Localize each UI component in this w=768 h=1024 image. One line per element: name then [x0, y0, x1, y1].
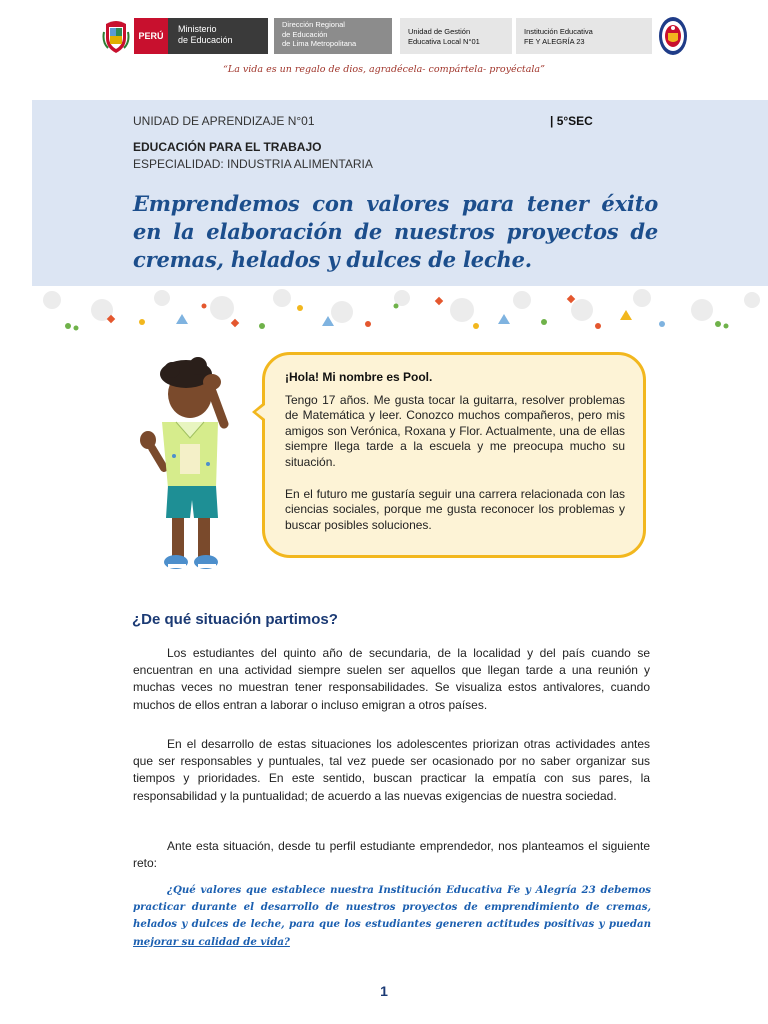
speech-bubble-tail-fill	[256, 405, 265, 419]
grade-label: | 5°SEC	[550, 114, 593, 128]
bubble-paragraph-1: Tengo 17 años. Me gusta tocar la guitarra, resolver problemas de Matemática y leer. Conozco muchos compañeros, pero mis amigos son Verónica, Roxana y Flor. Actualmente, una de ellas siempre llega tarde a la escuela y me preocupa mucho su situación.	[285, 393, 625, 469]
unit-name: UNIDAD DE APRENDIZAJE N°01	[133, 114, 315, 128]
ugel-label	[400, 18, 512, 54]
specialty-name: ESPECIALIDAD: INDUSTRIA ALIMENTARIA	[133, 157, 373, 171]
ministry-line-2: de Educación	[178, 35, 233, 45]
ministry-label	[168, 18, 268, 54]
dre-line-1: Dirección Regional	[282, 20, 345, 29]
area-name: EDUCACIÓN PARA EL TRABAJO	[133, 140, 322, 154]
school-label	[516, 18, 652, 54]
challenge-question-underlined: mejorar su calidad de vida?	[133, 935, 290, 948]
ministry-line-1: Ministerio	[178, 24, 217, 34]
school-line-2: FE Y ALEGRÍA 23	[524, 36, 585, 46]
dre-label	[274, 18, 392, 54]
section-heading: ¿De qué situación partimos?	[132, 611, 338, 628]
dre-line-3: de Lima Metropolitana	[282, 39, 357, 48]
ugel-line-1: Unidad de Gestión	[408, 27, 471, 36]
bubble-heading: ¡Hola! Mi nombre es Pool.	[285, 370, 433, 384]
section-paragraph-3: Ante esta situación, desde tu perfil estudiante emprendedor, nos planteamos el siguiente reto:	[133, 839, 650, 871]
page-number: 1	[380, 983, 388, 999]
school-motto: “La vida es un regalo de dios, agradécela- compártela- proyéctala”	[223, 64, 545, 75]
school-line-1: Institución Educativa	[524, 27, 593, 36]
peru-shield-icon	[102, 18, 130, 54]
header-bar	[96, 14, 690, 62]
challenge-question	[133, 882, 651, 951]
peru-label: PERÚ	[134, 18, 168, 54]
decorative-pattern	[32, 286, 768, 336]
school-logo-icon	[658, 16, 688, 56]
dre-line-2: de Educación	[282, 29, 328, 39]
student-character-illustration	[132, 352, 242, 574]
bubble-paragraph-2: En el futuro me gustaría seguir una carrera relacionada con las ciencias sociales, porque me gusta reconocer los problemas y buscar posibles soluciones.	[285, 487, 625, 532]
section-paragraph-1: Los estudiantes del quinto año de secundaria, de la localidad y del país cuando se encuentran en una actividad siempre suelen ser aquellos que llegan tarde a una reunión y muchas veces no muestran tener responsabilidades. Se visualiza estos antivalores, cuando muchos de ellos entran a laborar o incluso emigran a otros países.	[133, 646, 650, 712]
unit-title: Emprendemos con valores para tener éxito en la elaboración de nuestros proyectos de cremas, helados y dulces de leche.	[133, 191, 658, 272]
ugel-line-2: Educativa Local N°01	[408, 36, 480, 46]
challenge-question-main: ¿Qué valores que establece nuestra Institución Educativa Fe y Alegría 23 debemos practicar durante el desarrollo de nuestros proyectos de emprendimiento de cremas, helados y dulces de leche, para que los estudiantes generen actitudes positivas y puedan	[133, 884, 651, 931]
section-paragraph-2: En el desarrollo de estas situaciones los adolescentes priorizan otras actividades antes que ser responsables y puntuales, tal vez puede ser ocasionado por no saber organizar sus tiempos y prioridades. En este sentido, buscan practicar la empatía con sus pares, la responsabilidad y la puntualidad; de acuerdo a las nuevas exigencias de nuestra sociedad.	[133, 737, 650, 803]
